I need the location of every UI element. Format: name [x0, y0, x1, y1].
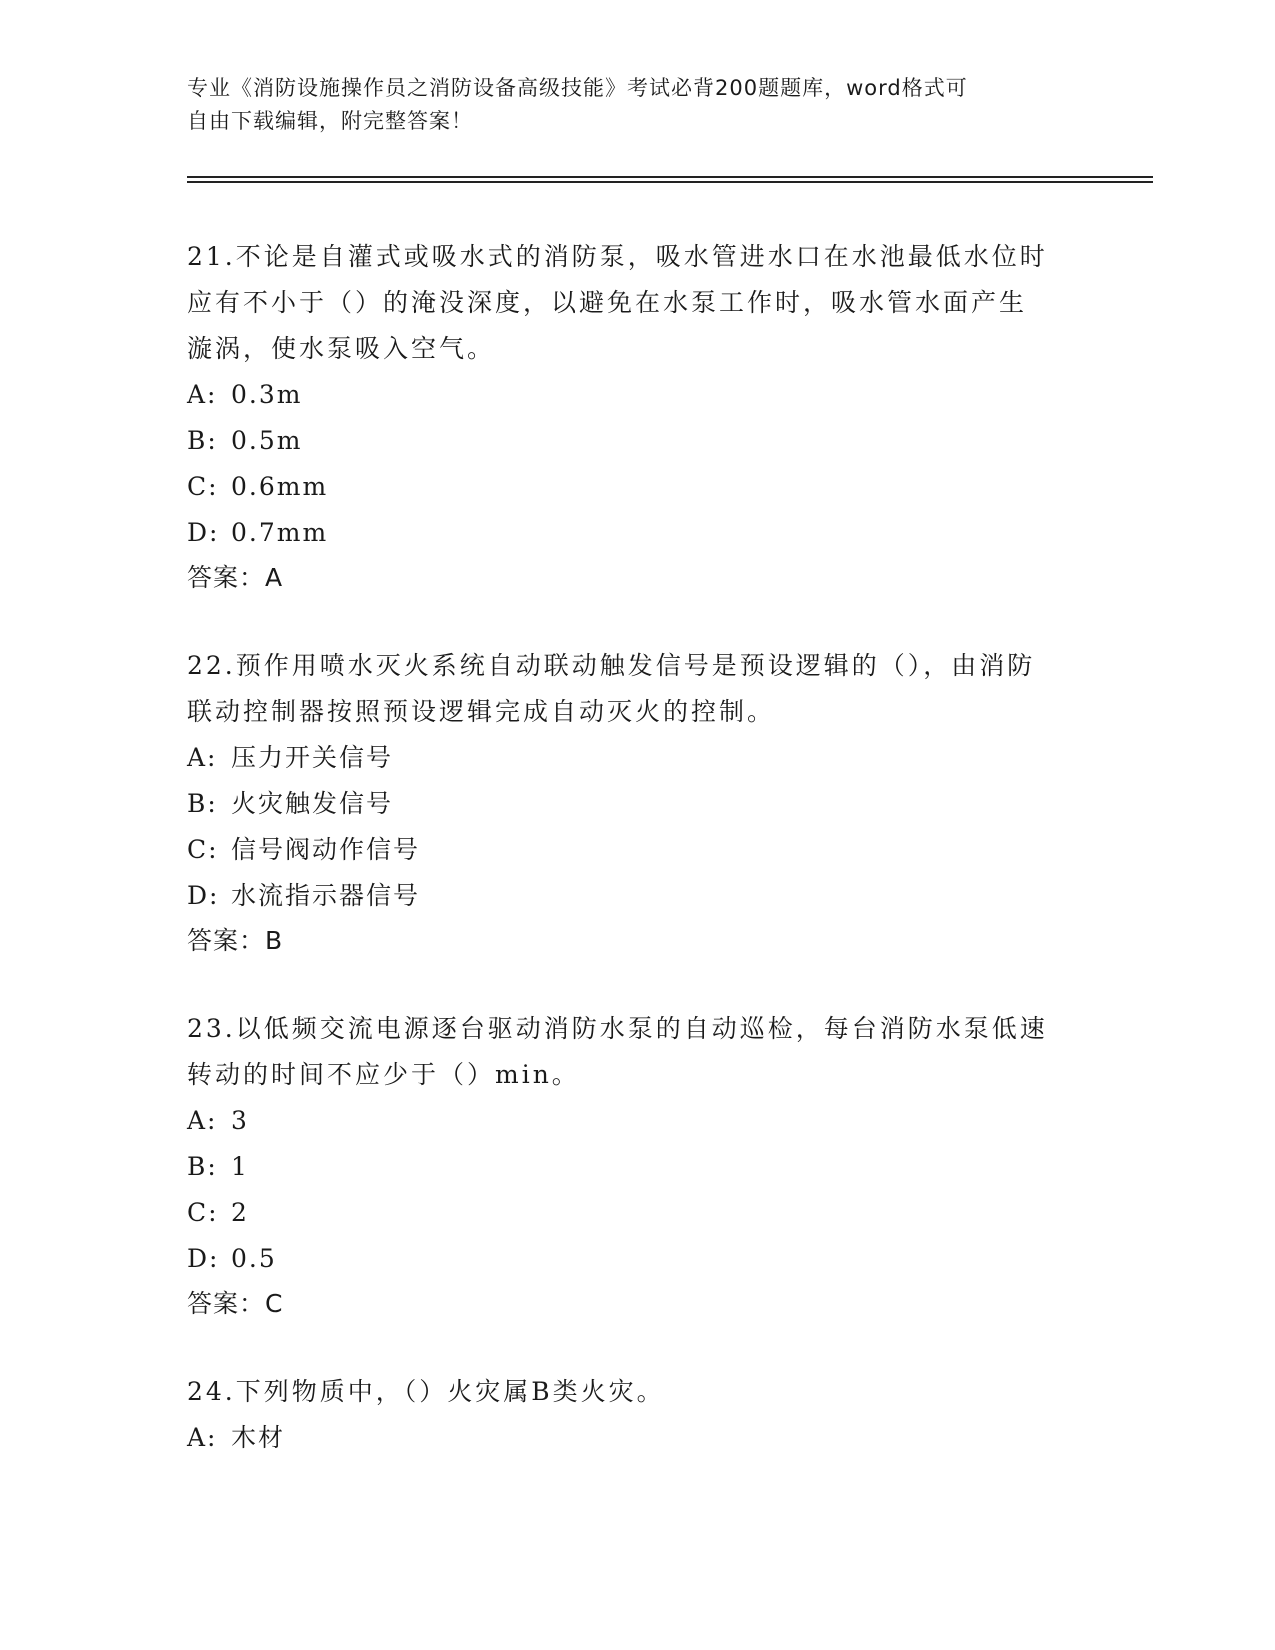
- question-24: [187, 1369, 1087, 1461]
- question-text-line: 24.下列物质中，（）火灾属B类火灾。: [187, 1377, 665, 1406]
- option-key: B:: [187, 789, 218, 818]
- option-text: 木材: [231, 1423, 286, 1452]
- option-d: [187, 510, 1087, 556]
- answer: 答案：B: [187, 926, 284, 955]
- option-text: 2: [231, 1198, 249, 1227]
- question-text-line: 23.以低频交流电源逐台驱动消防水泵的自动巡检，每台消防水泵低速: [187, 1014, 1048, 1043]
- option-text: 0.6mm: [231, 472, 329, 501]
- question-text-line: 联动控制器按照预设逻辑完成自动灭火的控制。: [187, 697, 776, 726]
- question-list: [187, 234, 1087, 1504]
- option-key: C:: [187, 472, 219, 501]
- option-d: [187, 1236, 1087, 1282]
- option-text: 水流指示器信号: [231, 881, 421, 910]
- option-c: [187, 1190, 1087, 1236]
- option-text: 3: [231, 1106, 249, 1135]
- option-a: [187, 735, 1087, 781]
- option-key: C:: [187, 1198, 219, 1227]
- question-23: [187, 1006, 1087, 1326]
- option-a: [187, 1415, 1087, 1461]
- option-c: [187, 827, 1087, 873]
- option-text: 0.7mm: [231, 518, 329, 547]
- option-key: A:: [187, 1423, 218, 1452]
- option-b: [187, 1144, 1087, 1190]
- question-text-line: 漩涡，使水泵吸入空气。: [187, 334, 496, 363]
- option-text: 信号阀动作信号: [231, 835, 421, 864]
- option-a: [187, 1098, 1087, 1144]
- question-22: [187, 643, 1087, 963]
- answer: 答案：C: [187, 1289, 284, 1318]
- question-21: [187, 234, 1087, 600]
- option-key: B:: [187, 426, 218, 455]
- option-key: D:: [187, 518, 220, 547]
- option-key: B:: [187, 1152, 218, 1181]
- document-header: [187, 72, 1067, 138]
- question-text-line: 21.不论是自灌式或吸水式的消防泵，吸水管进水口在水池最低水位时: [187, 242, 1048, 271]
- header-divider-top: [187, 176, 1153, 178]
- question-text-line: 应有不小于（）的淹没深度，以避免在水泵工作时，吸水管水面产生: [187, 288, 1028, 317]
- header-line-1: 专业《消防设施操作员之消防设备高级技能》考试必背200题题库，word格式可: [187, 76, 968, 100]
- option-key: D:: [187, 1244, 220, 1273]
- option-key: A:: [187, 743, 218, 772]
- option-text: 压力开关信号: [231, 743, 394, 772]
- option-text: 0.5: [231, 1244, 277, 1273]
- option-b: [187, 781, 1087, 827]
- option-c: [187, 464, 1087, 510]
- option-text: 火灾触发信号: [231, 789, 394, 818]
- header-line-2: 自由下载编辑，附完整答案！: [187, 109, 473, 133]
- option-b: [187, 418, 1087, 464]
- header-divider-bottom: [187, 181, 1153, 183]
- option-key: C:: [187, 835, 219, 864]
- option-text: 0.3m: [231, 380, 303, 409]
- question-text-line: 22.预作用喷水灭火系统自动联动触发信号是预设逻辑的（），由消防: [187, 651, 1036, 680]
- option-key: D:: [187, 881, 220, 910]
- option-key: A:: [187, 1106, 218, 1135]
- answer: 答案：A: [187, 563, 284, 592]
- question-text-line: 转动的时间不应少于（）min。: [187, 1060, 580, 1089]
- option-d: [187, 873, 1087, 919]
- option-a: [187, 372, 1087, 418]
- option-key: A:: [187, 380, 218, 409]
- option-text: 0.5m: [231, 426, 303, 455]
- option-text: 1: [231, 1152, 249, 1181]
